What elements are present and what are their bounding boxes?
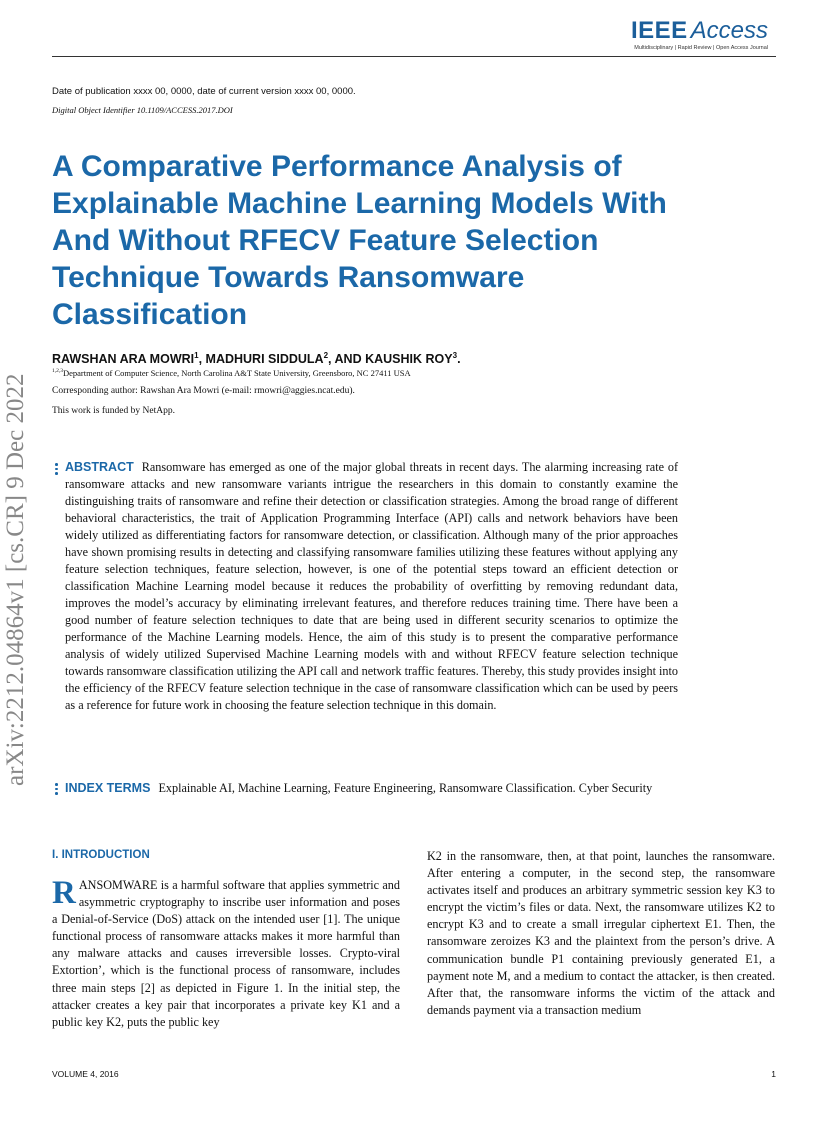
arxiv-stamp: arXiv:2212.04864v1 [cs.CR] 9 Dec 2022 <box>2 373 29 786</box>
index-terms-heading: INDEX TERMS <box>65 781 151 795</box>
abstract-marker <box>55 463 58 475</box>
affiliation-mark: 1,2,3 <box>52 368 63 375</box>
corresponding-author: Corresponding author: Rawshan Ara Mowri (e-mail: rmowri@aggies.ncat.edu). <box>52 386 355 396</box>
author-separator: , <box>198 352 206 367</box>
intro-text-right: K2 in the ransomware, then, at that point, launches the ransomware. After entering a computer, in the second step, the ransomware activates itself and produces an arbitrary symmetric session key K3 to encrypt the victim’s files or data. Next, the ransomware utilizes K2 to encrypt K3 and to create a small irregular ciphertext E1. Then, the ransomware zeroizes K3 and the plaintext from the person’s drive. A communication bundle P1 containing previously generated E1, a payment note M, and a medium to contact the attacker, is then created. After that, the ransomware informs the victim of the attack and demands payment via a transaction medium <box>427 849 775 1017</box>
drop-cap: R <box>52 875 76 911</box>
funding-note: This work is funded by NetApp. <box>52 406 175 416</box>
author-name: RAWSHAN ARA MOWRI <box>52 352 195 367</box>
paper-title: A Comparative Performance Analysis of Explainable Machine Learning Models With And Without RFECV Feature Selection Technique Towards Ransomware Classification <box>52 150 667 331</box>
abstract <box>65 459 678 714</box>
footer-volume: VOLUME 4, 2016 <box>52 1069 119 1079</box>
author-list <box>52 351 461 366</box>
section-heading: I. INTRODUCTION <box>52 849 150 861</box>
intro-column-left <box>52 877 400 1031</box>
index-terms <box>65 780 678 797</box>
intro-column-right <box>427 848 775 1019</box>
intro-text-left: ANSOMWARE is a harmful software that applies symmetric and asymmetric cryptography to inscribe user information and poses a Denial-of-Service (DoS) attack on the intended user [1]. The unique functional process of ransomware attacks makes it more harmful than any malware attacks and causes irreversible losses. Crypto-viral Extortion’, which is the functional process of ransomware, includes three main steps [2] as depicted in Figure 1. In the initial step, the attacker creates a key pair that incorporates a private key K1 and a public key K2, puts the public key <box>52 878 400 1029</box>
logo-access: Access <box>690 17 768 44</box>
abstract-heading: ABSTRACT <box>65 460 134 474</box>
logo-ieee: IEEE <box>630 17 688 44</box>
author-separator: , AND <box>328 352 366 367</box>
author-affil-mark: 3 <box>452 351 458 360</box>
publication-date: Date of publication xxxx 00, 0000, date of current version xxxx 00, 0000. <box>52 86 356 97</box>
abstract-text: Ransomware has emerged as one of the major global threats in recent days. The alarming increasing rate of ransomware attacks and new ransomware variants intrigue the researchers in this domain to constantly examine the distinguishing traits of ransomware and refine their detection or classification strategies. Among the broad range of different behavioral characteristics, the trait of Application Programming Interface (API) calls and network behaviors have been widely utilized as differentiating factors for ransomware detection, or classification. Although many of the prior approaches have shown promising results in detecting and classifying ransomware families utilizing these features without applying any feature selection techniques, feature selection, however, is one of the potential steps toward an efficient detection or classification Machine Learning model because it reduces the probability of overfitting by removing redundant data, improves the model’s accuracy by eliminating irrelevant features, and therefore reduces training time. There have been a good number of feature selection techniques to date that are being used in different security scenarios to optimize the performance of the Machine Learning models. Hence, the aim of this study is to present the comparative performance analysis of widely utilized Supervised Machine Learning models with and without RFECV feature selection technique towards ransomware classification utilizing the API call and network traffic features. Thereby, this study provides insight into the efficiency of the RFECV feature selection technique in the case of ransomware classification which can be used by peers as a reference for future work in choosing the feature selection technique in this domain. <box>65 460 678 712</box>
logo-tagline: Multidisciplinary | Rapid Review | Open Access Journal <box>634 45 768 51</box>
index-terms-text: Explainable AI, Machine Learning, Feature Engineering, Ransomware Classification. Cyber Security <box>158 781 653 795</box>
author-affil-mark: 1 <box>194 351 199 360</box>
affiliation <box>52 368 411 378</box>
author-name: MADHURI SIDDULA <box>205 352 324 367</box>
author-name: KAUSHIK ROY <box>365 352 453 367</box>
affiliation-text: Department of Computer Science, North Carolina A&T State University, Greensboro, NC 27411 USA <box>63 368 411 378</box>
index-terms-marker <box>55 783 58 795</box>
author-affil-mark: 2 <box>323 351 329 360</box>
header-rule <box>52 56 776 57</box>
doi-line: Digital Object Identifier 10.1109/ACCESS.2017.DOI <box>52 105 233 115</box>
author-separator: . <box>457 352 461 367</box>
page-number: 1 <box>771 1069 776 1079</box>
journal-logo <box>631 18 768 51</box>
